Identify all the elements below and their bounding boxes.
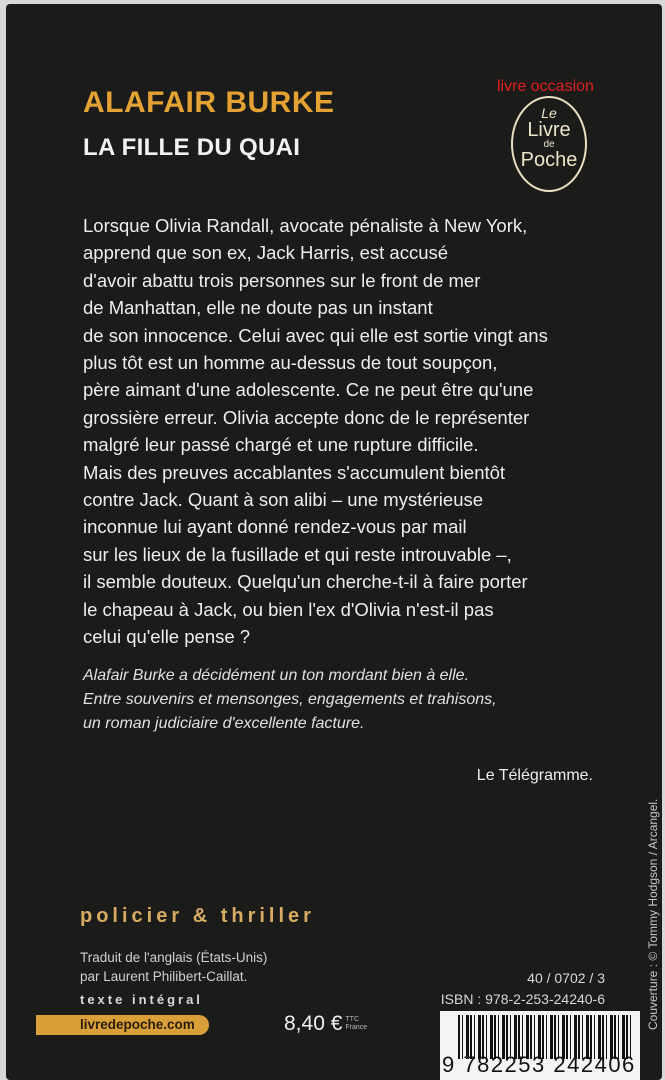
synopsis-line: celui qu'elle pense ? — [83, 626, 251, 648]
synopsis-line: Mais des preuves accablantes s'accumulent bientôt — [83, 461, 506, 483]
price-note — [345, 1016, 367, 1032]
barcode-digits: 9 782253 242406 — [442, 1052, 636, 1077]
cover-credit: Couverture : © Tommy Hodgson / Arcangel. — [646, 798, 660, 1030]
logo-text: Poche — [520, 149, 578, 171]
barcode — [440, 1011, 640, 1080]
translation-line: Traduit de l'anglais (États-Unis) — [80, 950, 268, 965]
watermark-label: livre occasion — [497, 78, 594, 95]
press-quote — [83, 664, 497, 736]
genre-label: policier & thriller — [80, 905, 315, 927]
website-link[interactable]: livredepoche.com — [36, 1015, 209, 1035]
logo-text: Livre — [527, 119, 571, 141]
synopsis-line: père aimant d'une adolescente. Ce ne peut être qu'une — [83, 379, 534, 401]
price-note-country: France — [345, 1024, 368, 1031]
quote-line: Entre souvenirs et mensonges, engagements et trahisons, — [83, 691, 497, 708]
quote-source: Le Télégramme. — [476, 767, 593, 784]
synopsis-line: contre Jack. Quant à son alibi – une mystérieuse — [83, 489, 484, 511]
synopsis-line: malgré leur passé chargé et une rupture difficile. — [83, 434, 479, 456]
synopsis-line: de son innocence. Celui avec qui elle est sortie vingt ans — [83, 324, 548, 346]
translation-credit — [80, 948, 267, 986]
synopsis-line: le chapeau à Jack, ou bien l'ex d'Olivia n'est-il pas — [83, 598, 494, 620]
publisher-logo — [511, 96, 587, 192]
translation-line: par Laurent Philibert-Caillat. — [80, 969, 248, 984]
isbn: ISBN : 978-2-253-24240-6 — [440, 991, 605, 1007]
synopsis-line: d'avoir abattu trois personnes sur le front de mer — [83, 269, 481, 291]
synopsis-line: plus tôt est un homme au-dessus de tout soupçon, — [83, 352, 498, 374]
logo-text: Le — [541, 105, 557, 121]
internal-code: 40 / 0702 / 3 — [527, 970, 605, 986]
author-name: ALAFAIR BURKE — [83, 86, 335, 119]
synopsis-line: apprend que son ex, Jack Harris, est accusé — [83, 242, 449, 264]
synopsis-line: sur les lieux de la fusillade et qui reste introuvable –, — [83, 543, 512, 565]
product-codes — [441, 968, 605, 1010]
price — [284, 1012, 367, 1036]
integral-label: texte intégral — [80, 992, 203, 1007]
quote-line: Alafair Burke a décidément un ton mordant bien à elle. — [83, 667, 470, 684]
synopsis-line: Lorsque Olivia Randall, avocate pénaliste à New York, — [83, 215, 528, 236]
price-value: 8,40 € — [284, 1012, 343, 1035]
price-note-ttc: TTC — [345, 1016, 359, 1023]
synopsis-line: inconnue lui ayant donné rendez-vous par mail — [83, 516, 467, 538]
logo-text: de — [543, 139, 555, 150]
synopsis-line: il semble douteux. Quelqu'un cherche-t-il à faire porter — [83, 571, 528, 593]
synopsis-line: grossière erreur. Olivia accepte donc de le représenter — [83, 406, 530, 428]
synopsis-line: de Manhattan, elle ne doute pas un instant — [83, 297, 433, 319]
synopsis — [83, 212, 643, 651]
book-title: LA FILLE DU QUAI — [83, 134, 301, 161]
quote-line: un roman judiciaire d'excellente facture. — [83, 715, 365, 732]
